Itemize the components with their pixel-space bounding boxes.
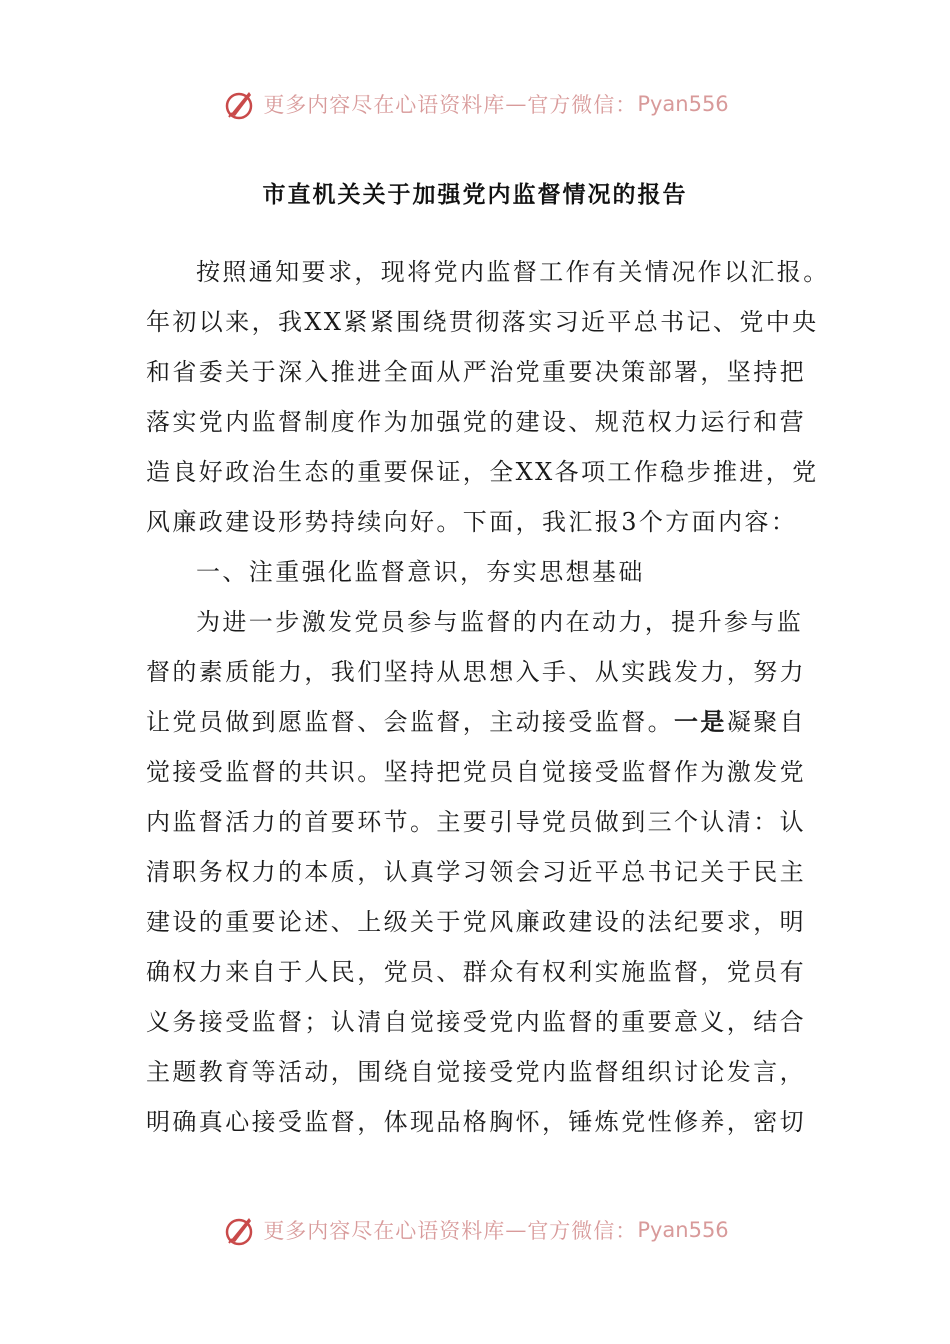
body-line [146, 747, 806, 797]
body-line [146, 547, 806, 597]
body-line-text: 为进一步激发党员参与监督的内在动力，提升参与监 [196, 608, 804, 636]
body-line-text: 清职务权力的本质，认真学习领会习近平总书记关于民主 [146, 858, 806, 886]
watermark-official: 官方微信： [527, 1219, 638, 1243]
body-line-text: 内监督活力的首要环节。主要引导党员做到三个认清：认 [146, 808, 806, 836]
body-line [146, 797, 806, 847]
body-line [146, 697, 806, 747]
body-line-text: 明确真心接受监督，体现品格胸怀，锤炼党性修养，密切 [146, 1108, 806, 1136]
body-line [146, 1097, 806, 1147]
watermark-text: 更多内容尽在心语资料库 [263, 1219, 506, 1243]
watermark-text: 更多内容尽在心语资料库 [263, 93, 506, 117]
quill-logo-icon [221, 1212, 257, 1248]
footer-watermark [0, 1210, 950, 1250]
body-line [146, 847, 806, 897]
body-line [146, 497, 806, 547]
body-line-text: 和省委关于深入推进全面从严治党重要决策部署，坚持把 [146, 358, 806, 386]
body-line-bold: 一是 [674, 707, 727, 736]
body-line-text: 风廉政建设形势持续向好。下面，我汇报3个方面内容： [146, 508, 798, 536]
body-line [146, 1047, 806, 1097]
body-line [146, 447, 819, 497]
header-watermark [0, 84, 950, 124]
body-line [146, 997, 806, 1047]
body-line-text: 建设的重要论述、上级关于党风廉政建设的法纪要求，明 [146, 908, 806, 936]
watermark-dash: — [505, 1218, 528, 1242]
document-body [146, 247, 830, 1147]
body-line-after: 凝聚自 [726, 708, 807, 736]
body-line-text: 按照通知要求，现将党内监督工作有关情况作以汇报。 [196, 258, 830, 286]
body-line [146, 397, 806, 447]
body-line-text: 义务接受监督；认清自觉接受党内监督的重要意义，结合 [146, 1008, 806, 1036]
body-line [146, 897, 806, 947]
document-title: 市直机关关于加强党内监督情况的报告 [262, 181, 688, 208]
body-line [146, 597, 806, 647]
watermark-id: Pyan556 [637, 92, 729, 116]
body-line-text: 让党员做到愿监督、会监督，主动接受监督。 [146, 708, 674, 736]
body-line [146, 247, 830, 297]
body-line-text: 主题教育等活动，围绕自觉接受党内监督组织讨论发言， [146, 1058, 806, 1086]
body-line-text: 一、注重强化监督意识，夯实思想基础 [196, 558, 645, 586]
body-line-text: 造良好政治生态的重要保证，全XX各项工作稳步推进，党 [146, 458, 819, 486]
body-line [146, 947, 806, 997]
body-line [146, 347, 806, 397]
body-line [146, 297, 819, 347]
watermark-id: Pyan556 [637, 1218, 729, 1242]
body-line-text: 落实党内监督制度作为加强党的建设、规范权力运行和营 [146, 408, 806, 436]
watermark-official: 官方微信： [527, 93, 638, 117]
body-line [146, 647, 806, 697]
body-line-text: 确权力来自于人民，党员、群众有权利实施监督，党员有 [146, 958, 806, 986]
body-line-text: 督的素质能力，我们坚持从思想入手、从实践发力，努力 [146, 658, 806, 686]
body-line-text: 觉接受监督的共识。坚持把党员自觉接受监督作为激发党 [146, 758, 806, 786]
watermark-dash: — [505, 92, 528, 116]
body-line-text: 年初以来，我XX紧紧围绕贯彻落实习近平总书记、党中央 [146, 308, 819, 336]
quill-logo-icon [221, 86, 257, 122]
